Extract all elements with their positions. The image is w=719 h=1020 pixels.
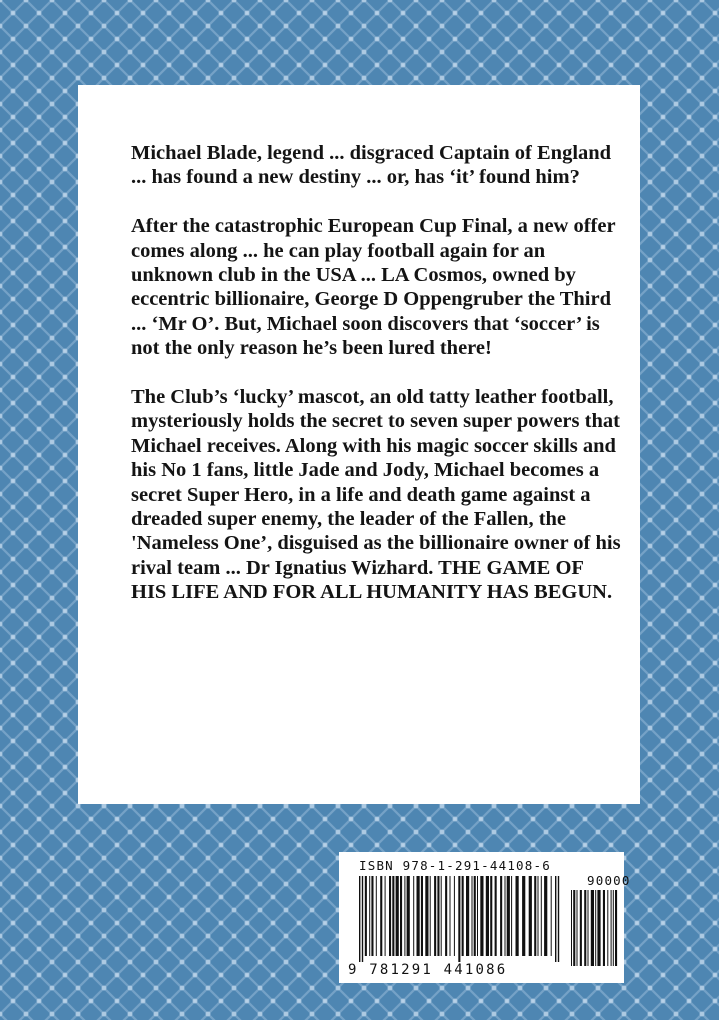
barcode-bar [437, 876, 439, 956]
blurb-text [131, 141, 623, 629]
barcode-bar [588, 890, 589, 966]
barcode-bar [365, 876, 367, 956]
barcode-bar [400, 876, 402, 956]
barcode-bar [595, 890, 596, 966]
barcode-bar [584, 890, 586, 966]
barcode-bar [376, 876, 377, 956]
barcode-bar [500, 876, 502, 956]
barcode-bar [486, 876, 489, 956]
barcode-box [339, 852, 631, 983]
barcode-bar [477, 876, 478, 956]
barcode-bar [597, 890, 600, 966]
barcode-bar [458, 876, 460, 962]
barcode-bar [573, 890, 575, 966]
barcode-bar [450, 876, 451, 956]
barcode-bar [613, 890, 614, 966]
blurb-panel [78, 85, 640, 804]
barcode-bar [603, 890, 605, 966]
barcode-bar [607, 890, 608, 966]
barcode-bar [407, 876, 410, 956]
barcode-bar [430, 876, 431, 956]
barcode-bar [511, 876, 512, 956]
barcode-bar [522, 876, 525, 956]
barcode-bar [417, 876, 420, 956]
blurb-paragraph-2: After the catastrophic European Cup Final, a new offer comes along ... he can play football again for an unknown club in the USA ... LA Cosmos, owned by eccentric billionaire, George D Oppengruber the Third ... ‘Mr O’. But, Michael soon discovers that ‘soccer’ is not the only reason he’s been lured there! [131, 215, 616, 360]
barcode-bar [359, 876, 360, 962]
barcode-bar [389, 876, 391, 956]
barcode-bar [615, 890, 617, 966]
barcode-bar [413, 876, 414, 956]
barcode-bar [371, 876, 373, 956]
barcode-bar [558, 876, 559, 962]
barcode-bar [466, 876, 469, 956]
price-code: 90000 [587, 873, 631, 888]
barcode-bar [555, 876, 556, 962]
barcode-bar [474, 876, 476, 956]
ean-digits: 9 781291 441086 [348, 962, 508, 978]
barcode-bar [611, 890, 612, 966]
barcode-bar [434, 876, 436, 956]
barcode-bar [421, 876, 423, 956]
barcode-bar [425, 876, 428, 956]
barcode-bar [396, 876, 399, 956]
barcode-bar [544, 876, 547, 956]
barcode-bar [454, 876, 455, 956]
barcode-bar [490, 876, 492, 956]
barcode-bar [495, 876, 497, 956]
barcode-bar [404, 876, 405, 956]
blurb-paragraph-1: Michael Blade, legend ... disgraced Captain of England ... has found a new destiny ... or, has ‘it’ found him? [131, 142, 612, 189]
barcode-bar [580, 890, 582, 966]
barcode-bar [551, 876, 552, 956]
barcode-bar [380, 876, 382, 956]
barcode-bar [591, 890, 594, 966]
barcode-bar [538, 876, 539, 956]
barcode-bar [507, 876, 510, 956]
barcode-bar [571, 890, 572, 966]
barcode-bar [516, 876, 519, 956]
barcode-bar [441, 876, 442, 956]
barcode-bar [369, 876, 370, 956]
barcode-bar [505, 876, 506, 956]
barcode-bar [577, 890, 578, 966]
barcode-bar [541, 876, 542, 956]
barcode-bar [472, 876, 473, 956]
barcode-bar [534, 876, 536, 956]
barcode-bar [445, 876, 447, 956]
barcode-bar [480, 876, 483, 956]
barcode-bar [392, 876, 394, 956]
barcode-bar [529, 876, 532, 956]
barcode-bar [385, 876, 386, 956]
barcode-bar [362, 876, 363, 962]
isbn-label: ISBN 978-1-291-44108-6 [359, 858, 551, 873]
barcode-bar [462, 876, 464, 956]
blurb-paragraph-3: The Club’s ‘lucky’ mascot, an old tatty leather football, mysteriously holds the secret to seven super powers that Michael receives. Along with his magic soccer skills and his No 1 fans, little Jade and Jody, Michael becomes a secret Super Hero, in a life and death game against a dreaded super enemy, the leader of the Fallen, the 'Nameless One’, disguised as the billionaire owner of his rival team ... Dr Ignatius Wizhard. THE GAME OF HIS LIFE AND FOR ALL HUMANITY HAS BEGUN. [131, 386, 621, 604]
